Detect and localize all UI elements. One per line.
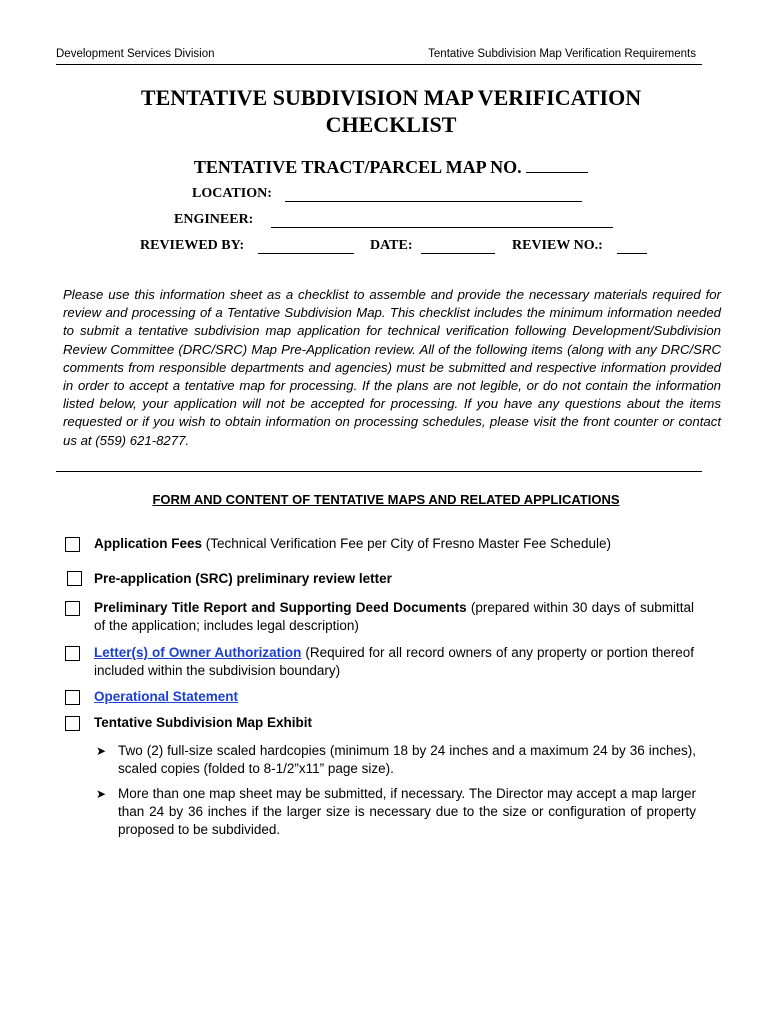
checkbox-owner-authorization[interactable] xyxy=(65,646,80,661)
location-label: LOCATION: xyxy=(192,186,272,201)
bullet-hardcopies: ➤ Two (2) full-size scaled hardcopies (minimum 18 by 24 inches and a maximum 24 by 36 inches), scaled copies (folded to 8-1/2”x11” page size). xyxy=(96,743,696,776)
operational-statement-link[interactable]: Operational Statement xyxy=(94,689,239,704)
checkbox-title-report[interactable] xyxy=(65,601,80,616)
item-application-fees: Application Fees (Technical Verification Fee per City of Fresno Master Fee Schedule) xyxy=(94,536,611,551)
date-blank[interactable] xyxy=(421,238,495,254)
item-title-report: Preliminary Title Report and Supporting Deed Documents (prepared within 30 days of submittal of the application; includes legal description) xyxy=(94,600,694,633)
arrow-bullet-icon: ➤ xyxy=(96,744,107,758)
review-no-label: REVIEW NO.: xyxy=(512,238,603,253)
map-number-heading xyxy=(56,156,726,178)
item-operational-statement xyxy=(94,688,694,706)
header-doc-title: Tentative Subdivision Map Verification Requirements xyxy=(428,48,696,60)
checkbox-map-exhibit[interactable] xyxy=(65,716,80,731)
reviewed-by-blank[interactable] xyxy=(258,238,354,254)
checkbox-operational-statement[interactable] xyxy=(65,690,80,705)
item-owner-authorization: Letter(s) of Owner Authorization (Required for all record owners of any property or portion thereof included within the subdivision boundary) xyxy=(94,645,694,678)
section-divider xyxy=(56,471,702,472)
reviewed-by-label: REVIEWED BY: xyxy=(140,238,245,253)
engineer-blank[interactable] xyxy=(271,212,613,228)
item-preapplication-letter: Pre-application (SRC) preliminary review letter xyxy=(94,571,392,586)
engineer-label: ENGINEER: xyxy=(174,212,254,227)
arrow-bullet-icon: ➤ xyxy=(96,787,107,801)
owner-authorization-link[interactable]: Letter(s) of Owner Authorization xyxy=(94,645,302,660)
section-title: FORM AND CONTENT OF TENTATIVE MAPS AND RELATED APPLICATIONS xyxy=(152,492,620,507)
item-map-exhibit: Tentative Subdivision Map Exhibit xyxy=(94,715,313,730)
intro-paragraph: Please use this information sheet as a checklist to assemble and provide the necessary materials required for review and processing of a Tentative Subdivision Map. This checklist includes the minimum information needed to submit a tentative subdivision map application for technical verification following Development/Subdivision Review Committee (DRC/SRC) Map Pre-Application review. All of the following items (along with any DRC/SRC comments from responsible departments and agencies) must be submitted and respective information provided in order to accept a tentative map for processing. If the plans are not legible, or do not contain the information listed below, your application will not be accepted for processing. If you have any questions about the items requested or if you wish to obtain information on processing schedules, please visit the front counter or contact us at (559) 621-8277. xyxy=(63,287,721,448)
document-title xyxy=(56,84,726,138)
checkbox-preapplication-letter[interactable] xyxy=(67,571,82,586)
title-line-1: TENTATIVE SUBDIVISION MAP VERIFICATION xyxy=(140,85,642,110)
bullet-multiple-sheets: ➤ More than one map sheet may be submitted, if necessary. The Director may accept a map larger than 24 by 36 inches if the larger size is necessary due to the size or configuration of property proposed to be subdivided. xyxy=(96,786,696,837)
checkbox-application-fees[interactable] xyxy=(65,537,80,552)
header-division: Development Services Division xyxy=(56,48,215,60)
review-no-blank[interactable] xyxy=(617,238,647,254)
location-blank[interactable] xyxy=(285,186,582,202)
map-number-label: TENTATIVE TRACT/PARCEL MAP NO. xyxy=(193,157,522,177)
page-header xyxy=(56,46,702,65)
map-number-blank[interactable] xyxy=(526,156,588,173)
date-label: DATE: xyxy=(370,238,413,253)
title-line-2: CHECKLIST xyxy=(325,112,457,137)
